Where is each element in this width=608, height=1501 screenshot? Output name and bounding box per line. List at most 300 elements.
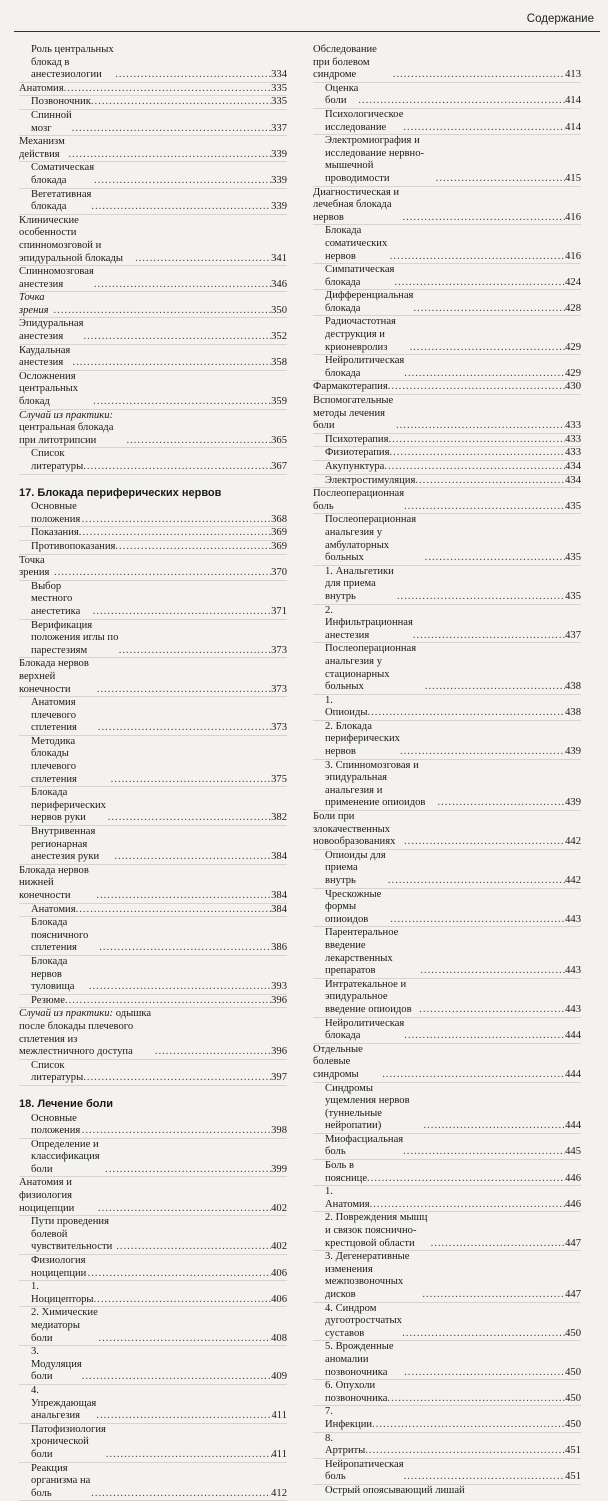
page-number: 402 [271, 1202, 287, 1214]
toc-entry[interactable] [313, 1303, 581, 1342]
toc-entry[interactable] [313, 488, 581, 514]
page-number: 339 [271, 201, 287, 213]
toc-entry-title: Точка зрения [19, 554, 50, 579]
dot-leader [422, 1289, 565, 1302]
toc-entry[interactable] [313, 1459, 581, 1485]
toc-entry[interactable] [19, 787, 287, 826]
toc-entry[interactable] [313, 850, 581, 889]
toc-entry-title: Послеоперационная анальгезия у стационарных больных [325, 643, 417, 693]
dot-leader [420, 965, 565, 978]
toc-entry[interactable] [313, 927, 581, 978]
toc-entry[interactable] [19, 1008, 287, 1059]
dot-leader [82, 1371, 271, 1384]
dot-leader [94, 1294, 272, 1307]
dot-leader [400, 746, 565, 759]
dot-leader [82, 1125, 271, 1138]
page-number: 447 [565, 1289, 581, 1300]
dot-leader [135, 253, 271, 266]
page-number: 430 [565, 381, 581, 393]
toc-entry-title: Блокада нервов нижней конечности [19, 864, 89, 901]
toc-entry-title: Острый опоясывающий лишай [325, 1484, 465, 1496]
toc-entry[interactable] [313, 316, 581, 355]
page-number: 434 [565, 461, 581, 472]
toc-entry[interactable] [313, 264, 581, 290]
toc-entry[interactable] [313, 1406, 581, 1432]
dot-leader [419, 1004, 565, 1017]
toc-entry[interactable] [313, 1485, 581, 1498]
page-number: 412 [271, 1487, 287, 1499]
dot-leader [404, 1367, 565, 1380]
dot-leader [115, 69, 271, 82]
page-number: 367 [271, 461, 287, 472]
toc-entry[interactable] [313, 447, 581, 461]
toc-entry[interactable] [313, 1186, 581, 1212]
page-number: 450 [565, 1392, 581, 1404]
toc-entry[interactable] [313, 643, 581, 694]
dot-leader [431, 1238, 566, 1251]
dot-leader [396, 420, 565, 433]
toc-entry[interactable] [313, 1433, 581, 1459]
toc-entry-title: Список литературы [31, 448, 84, 472]
page-number: 350 [271, 304, 287, 316]
dot-leader [79, 527, 271, 540]
page-number: 439 [565, 746, 581, 758]
page-number: 450 [565, 1418, 581, 1430]
toc-entry[interactable] [313, 695, 581, 721]
dot-leader [93, 606, 271, 619]
toc-entry-title: Нейролитическая блокада [325, 355, 405, 379]
toc-entry[interactable] [313, 514, 581, 565]
dot-leader [91, 96, 271, 109]
toc-entry[interactable] [313, 760, 581, 811]
dot-leader [397, 591, 565, 604]
page-number: 370 [271, 567, 287, 579]
toc-entry-title: Механизм действия [19, 136, 65, 160]
page-number: 416 [565, 250, 581, 262]
toc-entry[interactable] [19, 527, 287, 541]
page-number: 428 [565, 302, 581, 314]
toc-entry[interactable] [313, 1134, 581, 1160]
dot-leader [91, 201, 271, 214]
toc-entry[interactable] [19, 1113, 287, 1139]
toc-entry-title: Радиочастотная деструкция и крионевролиз [325, 316, 396, 353]
toc-entry[interactable] [19, 1385, 287, 1424]
toc-entry-title: Физиология ноцицепции [31, 1255, 87, 1279]
toc-entry-title: 8. Артриты [325, 1432, 366, 1457]
dot-leader [99, 942, 271, 955]
toc-entry-title: 4. Упреждающая анальгезия [31, 1384, 97, 1422]
toc-entry-title: Список литературы [31, 1059, 84, 1084]
dot-leader [388, 381, 565, 394]
dot-leader [425, 552, 565, 565]
toc-entry-title: Электромиография и исследование нервно-мышечной проводимости [325, 135, 425, 184]
dot-leader [111, 774, 271, 787]
dot-leader [155, 1046, 271, 1059]
page-number: 446 [565, 1198, 581, 1210]
page-number: 397 [271, 1072, 287, 1084]
dot-leader [106, 1449, 272, 1462]
page-header [0, 0, 608, 40]
page-number: 399 [271, 1163, 287, 1175]
toc-entry[interactable] [313, 290, 581, 316]
page-number: 335 [271, 96, 287, 108]
toc-entry-title: 6. Опухоли позвоночника [325, 1380, 388, 1404]
toc-entry[interactable] [313, 889, 581, 928]
running-title: Содержание [526, 13, 594, 25]
toc-entry[interactable] [19, 658, 287, 697]
toc-entry-title: Показания [31, 527, 79, 539]
dot-leader [393, 69, 565, 82]
toc-entry-title: Выбор местного анестетика [31, 580, 81, 617]
toc-entry-title: Внутривенная регионарная анестезия руки [31, 826, 100, 863]
toc-entry[interactable] [313, 1341, 581, 1380]
page-number: 335 [271, 82, 287, 94]
dot-leader [384, 461, 565, 474]
page-number: 368 [271, 513, 287, 525]
toc-entry-title: Интратекальное и эпидуральное введение опиоидов [325, 978, 412, 1015]
toc-entry[interactable] [19, 110, 287, 136]
page-number: 416 [565, 211, 581, 223]
toc-entry[interactable] [19, 1255, 287, 1281]
toc-entry[interactable] [313, 1044, 581, 1083]
toc-entry-title: 5. Врожденные аномалии позвоночника [325, 1341, 394, 1378]
toc-entry[interactable] [19, 697, 287, 736]
page-number: 451 [565, 1445, 581, 1457]
toc-entry-title: Каудальная анестезия [19, 344, 71, 369]
toc-entry[interactable] [19, 736, 287, 787]
dot-leader [413, 303, 565, 316]
dot-leader [437, 797, 565, 810]
dot-leader [425, 681, 565, 694]
toc-entry[interactable] [313, 1160, 581, 1186]
case-label: Случай из практики: [19, 409, 114, 421]
toc-entry-title: 4. Синдром дугоотростчатых суставов [325, 1302, 402, 1339]
page-number: 434 [565, 474, 581, 486]
dot-leader [88, 1268, 272, 1281]
dot-leader [402, 212, 565, 225]
page-number: 369 [271, 527, 287, 539]
toc-entry-title: Позвоночник [31, 96, 91, 108]
toc-entry-title: Эпидуральная анестезия [19, 318, 84, 343]
toc-entry-title: Блокада поясничного сплетения [31, 917, 89, 954]
page-number: 365 [271, 434, 287, 446]
page-number: 439 [565, 797, 581, 809]
toc-entry-title: Акупунктура [325, 461, 385, 472]
page-number: 373 [271, 722, 287, 734]
toc-entry-title [19, 410, 126, 448]
dot-leader [404, 501, 565, 514]
page-number: 341 [271, 252, 287, 264]
dot-leader [115, 541, 271, 554]
toc-entry[interactable] [19, 1346, 287, 1385]
toc-entry[interactable] [313, 355, 581, 381]
page-number: 393 [271, 981, 287, 993]
toc-entry-title: Определение и классификация боли [31, 1138, 100, 1175]
page-number: 406 [271, 1293, 287, 1305]
toc-entry[interactable] [19, 44, 287, 83]
dot-leader [372, 1419, 565, 1432]
toc-entry-title: Психологическое исследование [325, 108, 404, 133]
toc-entry-title: Анатомия [19, 82, 64, 94]
toc-entry-title: 3. Модуляция боли [31, 1346, 82, 1383]
page-number: 396 [271, 1046, 287, 1058]
page-number: 384 [271, 890, 287, 901]
toc-entry[interactable] [313, 434, 581, 448]
toc-entry-title: 3. Спинномозговая и эпидуральная анальгезия и применение опиоидов [325, 759, 426, 809]
toc-entry[interactable] [19, 1060, 287, 1086]
toc-entry[interactable] [313, 1083, 581, 1134]
page-number: 339 [271, 174, 287, 186]
dot-leader [54, 567, 271, 580]
toc-entry-title: Осложнения центральных блокад [19, 370, 79, 408]
page-number: 435 [565, 552, 581, 564]
page-number: 451 [565, 1471, 581, 1483]
page-number: 450 [565, 1327, 581, 1339]
page-number: 358 [271, 357, 287, 369]
page-number: 373 [271, 683, 287, 695]
toc-entry-title: 2. Блокада периферических нервов [325, 720, 400, 758]
toc-entry[interactable] [19, 266, 287, 292]
toc-entry[interactable] [19, 620, 287, 659]
toc-entry[interactable] [19, 1139, 287, 1178]
toc-entry-title: Соматическая блокада [31, 162, 95, 186]
toc-entry-title: Электростимуляция [325, 474, 416, 486]
toc-entry-title: 1. Анальгетики для приема внутрь [325, 565, 394, 602]
toc-entry[interactable] [313, 225, 581, 264]
toc-entry[interactable] [313, 605, 581, 644]
toc-entry[interactable] [19, 1177, 287, 1216]
toc-entry[interactable] [313, 461, 581, 475]
toc-entry-title: Физиотерапия [325, 447, 390, 459]
toc-entry[interactable] [313, 1251, 581, 1302]
toc-entry[interactable] [19, 318, 287, 344]
toc-entry[interactable] [313, 811, 581, 850]
dot-leader [65, 995, 271, 1008]
toc-entry-title: Блокада соматических нервов [325, 225, 388, 262]
page-number: 442 [565, 875, 581, 886]
toc-entry-title: 7. Инфекции [325, 1406, 373, 1430]
dot-leader [116, 1241, 271, 1254]
toc-entry-title: Блокада периферических нервов руки [31, 787, 106, 824]
toc-entry-title: Парентеральное введение лекарственных препаратов [325, 927, 399, 977]
page-number: 386 [271, 942, 287, 954]
toc-entry[interactable] [19, 1424, 287, 1463]
dot-leader [404, 1471, 566, 1484]
chapter-heading[interactable]: 18. Лечение боли [19, 1097, 113, 1110]
dot-leader [126, 435, 271, 448]
toc-entry-title: Симпатическая блокада [325, 264, 395, 288]
toc-entry[interactable] [19, 292, 287, 318]
toc-entry[interactable] [313, 44, 581, 83]
toc-entry[interactable] [19, 371, 287, 410]
page-number: 429 [565, 367, 581, 379]
dot-leader [358, 95, 565, 108]
dot-leader [68, 149, 271, 162]
toc-entry[interactable] [19, 448, 287, 474]
toc-entry-title: Вегетативная блокада [31, 188, 92, 213]
toc-entry[interactable] [313, 1212, 581, 1251]
dot-leader [76, 904, 272, 917]
dot-leader [403, 122, 565, 135]
page-number: 382 [271, 812, 287, 824]
toc-entry[interactable] [19, 1307, 287, 1346]
toc-entry[interactable] [313, 395, 581, 434]
dot-leader [404, 368, 565, 381]
page-number: 444 [565, 1120, 581, 1132]
toc-entry-title: Чрескожные формы опиоидов [325, 888, 382, 925]
toc-entry-title: Отдельные болевые синдромы [313, 1043, 363, 1080]
page-number: 414 [565, 121, 581, 133]
toc-entry[interactable] [19, 995, 287, 1009]
page-number: 409 [271, 1371, 287, 1383]
dot-leader [83, 1072, 271, 1085]
toc-entry-title: 1. Опиоиды [325, 694, 368, 719]
page-number: 406 [271, 1267, 287, 1279]
toc-entry[interactable] [19, 501, 287, 527]
toc-entry[interactable] [313, 979, 581, 1018]
dot-leader [98, 722, 271, 735]
toc-entry[interactable] [313, 475, 581, 489]
page-number: 414 [565, 95, 581, 107]
page-number: 437 [565, 629, 581, 641]
page-number: 339 [271, 148, 287, 160]
dot-leader [424, 1120, 566, 1133]
page-number: 433 [565, 447, 581, 459]
page-number: 438 [565, 681, 581, 693]
dot-leader [83, 461, 271, 474]
page-number: 398 [271, 1125, 287, 1137]
page-number: 334 [271, 69, 287, 81]
toc-entry[interactable] [19, 865, 287, 904]
dot-leader [64, 83, 272, 96]
dot-leader [54, 305, 272, 318]
toc-entry[interactable] [19, 1216, 287, 1255]
page-number: 411 [271, 1410, 287, 1422]
toc-entry[interactable] [19, 96, 287, 110]
chapter-heading[interactable]: 17. Блокада периферических нервов [19, 486, 222, 499]
dot-leader [388, 875, 565, 888]
toc-entry[interactable] [19, 345, 287, 371]
toc-entry-title: Психотерапия [325, 433, 389, 445]
toc-entry-title: Анатомия и физиология ноцицепции [19, 1177, 75, 1214]
toc-entry-title: Методика блокады плечевого сплетения [31, 735, 77, 785]
toc-entry-title: Блокада нервов туловища [31, 955, 75, 993]
page-number: 433 [565, 433, 581, 445]
toc-entry[interactable] [19, 904, 287, 918]
toc-entry[interactable] [19, 162, 287, 188]
page-number: 402 [271, 1241, 287, 1253]
toc-entry-title: Синдромы ущемления нервов (туннельные нейропатии) [325, 1082, 410, 1132]
dot-leader [394, 277, 565, 290]
toc-entry[interactable] [19, 1463, 287, 1501]
toc-entry-title: Блокада нервов верхней конечности [19, 658, 89, 695]
toc-entry[interactable] [19, 189, 287, 215]
toc-entry-title: Обследование при болевом синдроме [313, 44, 377, 81]
dot-leader [83, 331, 271, 344]
toc-entry-title: Боль в пояснице [325, 1160, 368, 1184]
toc-entry-title: Спинной мозг [31, 109, 72, 134]
toc-entry-title: Диагностическая и лечебная блокада нервов [313, 186, 400, 223]
case-title: центральная блокада при литотрипсии [19, 422, 114, 446]
page-number: 337 [271, 122, 287, 134]
dot-leader [388, 434, 565, 447]
toc-entry[interactable] [19, 541, 287, 555]
toc-entry-title: Роль центральных блокад в анестезиологии [31, 44, 114, 81]
toc-entry-title: 2. Инфильтрационная анестезия [325, 604, 413, 641]
dot-leader [96, 890, 271, 903]
page-number: 369 [271, 540, 287, 552]
toc-entry[interactable] [19, 215, 287, 266]
dot-leader [105, 1164, 271, 1177]
page-number: 444 [565, 1030, 581, 1042]
page-number: 435 [565, 590, 581, 602]
toc-entry[interactable] [313, 1380, 581, 1406]
toc-entry[interactable] [313, 381, 581, 395]
dot-leader [382, 1069, 565, 1082]
dot-leader [114, 851, 271, 864]
toc-entry-title: Нейролитическая блокада [325, 1017, 405, 1042]
toc-entry-title: 2. Повреждения мышц и связок пояснично-крестцовой области [325, 1212, 428, 1249]
toc-entry[interactable] [313, 83, 581, 109]
toc-entry[interactable] [19, 410, 287, 449]
dot-leader [367, 707, 565, 720]
toc-entry[interactable] [313, 1018, 581, 1044]
page-number: 373 [271, 644, 287, 656]
toc-entry-title: Анатомия плечевого сплетения [31, 697, 77, 734]
page-number: 424 [565, 276, 581, 288]
toc-entry[interactable] [19, 136, 287, 162]
toc-entry-title: Боли при злокачественных новообразованиях [313, 811, 396, 848]
toc-entry-title: 3. Дегенеративные изменения межпозвоночных дисков [325, 1251, 410, 1300]
toc-entry[interactable] [313, 721, 581, 760]
page-number: 445 [565, 1146, 581, 1158]
case-label: Случай из практики: [19, 1008, 114, 1020]
toc-entry[interactable] [19, 956, 287, 995]
page-number: 352 [271, 331, 287, 343]
toc-entry[interactable] [19, 555, 287, 581]
page-number: 443 [565, 913, 581, 925]
dot-leader [390, 914, 565, 927]
page-number: 447 [565, 1237, 581, 1249]
dot-leader [370, 1199, 566, 1212]
dot-leader [94, 279, 271, 292]
page-number: 359 [271, 396, 287, 408]
toc-entry-title: Верификация положения иглы по парестезиям [31, 619, 119, 656]
toc-entry-title: 1. Анатомия [325, 1186, 370, 1210]
page-number: 413 [565, 69, 581, 81]
dot-leader [108, 812, 271, 825]
toc-entry[interactable] [313, 187, 581, 226]
toc-entry-title: Точка зрения [19, 292, 49, 316]
toc-entry[interactable] [313, 109, 581, 135]
dot-leader [410, 342, 565, 355]
toc-entry-title: Противопоказания [31, 540, 116, 552]
toc-entry[interactable] [19, 917, 287, 956]
toc-entry[interactable] [19, 1281, 287, 1307]
page-number: 450 [565, 1366, 581, 1378]
toc-entry[interactable] [313, 566, 581, 605]
dot-leader [91, 1488, 271, 1501]
dot-leader [404, 1030, 565, 1043]
toc-entry[interactable] [19, 826, 287, 865]
toc-entry-title: 1. Ноцицепторы [31, 1281, 94, 1305]
toc-entry-title: Реакция организма на боль [31, 1462, 91, 1499]
toc-entry[interactable] [313, 135, 581, 186]
dot-leader [390, 251, 565, 264]
toc-entry[interactable] [19, 83, 287, 97]
toc-entry-title: Вспомогательные методы лечения боли [313, 395, 394, 432]
toc-entry[interactable] [19, 581, 287, 620]
